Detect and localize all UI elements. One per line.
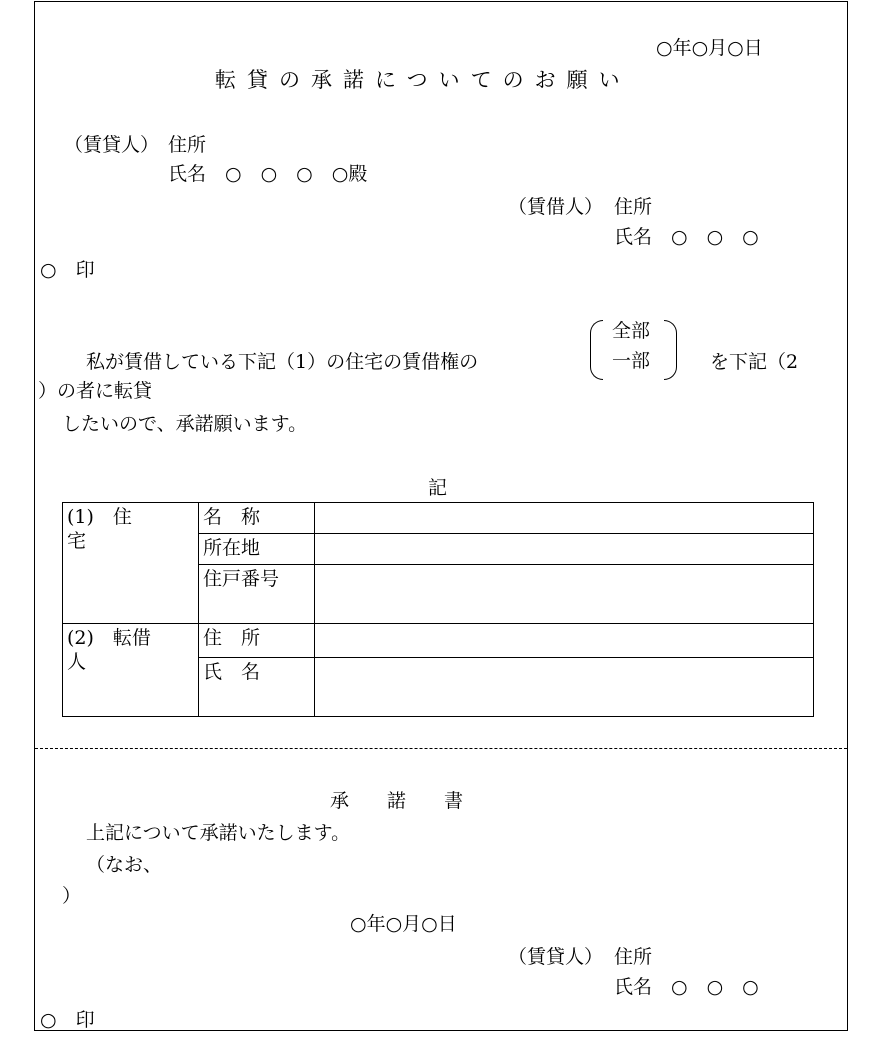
cut-line	[35, 748, 847, 749]
consent-role: （賃貸人）	[508, 946, 604, 968]
request-date: ○年○月○日	[656, 37, 763, 59]
house-name-value	[315, 503, 814, 534]
house-unit-value	[315, 565, 814, 624]
sublessee-name-label: 氏 名	[199, 658, 315, 717]
lessee-address-label: 住所	[614, 196, 653, 218]
house-label: (1) 住 宅	[63, 503, 199, 624]
record-heading: 記	[428, 477, 448, 499]
bracket-right	[664, 320, 677, 380]
body-text-line3: したいので、承諾願います。	[62, 413, 308, 435]
house-location-value	[315, 534, 814, 565]
lessor-name-line: 氏名 ○ ○ ○ ○殿	[168, 163, 368, 185]
table-row	[63, 503, 814, 534]
lessor-role: （賃貸人）	[64, 134, 160, 156]
consent-seal: ○ 印	[40, 1009, 95, 1031]
house-name-label: 名 称	[203, 506, 261, 528]
sublessee-name-value	[315, 658, 814, 717]
consent-line1: 上記について承諾いたします。	[86, 822, 351, 844]
sublessee-label: (2) 転借 人	[63, 624, 199, 717]
consent-date: ○年○月○日	[350, 913, 457, 935]
house-unit-label: 住戸番号	[199, 565, 315, 624]
lessee-role: （賃借人）	[508, 196, 604, 218]
house-row-label	[199, 503, 315, 534]
table-row	[63, 624, 814, 658]
option-part: 一部	[612, 350, 651, 372]
option-all: 全部	[612, 320, 651, 342]
lessor-address-label: 住所	[168, 134, 207, 156]
consent-address-label: 住所	[614, 946, 653, 968]
sublessee-address-value	[315, 624, 814, 658]
sublessee-address-label: 住 所	[199, 624, 315, 658]
lessee-name-line: 氏名 ○ ○ ○	[614, 226, 759, 248]
body-text-line2: ）の者に転貸	[38, 380, 153, 402]
bracket-left	[590, 320, 603, 380]
consent-title: 承 諾 書	[330, 790, 464, 812]
body-text-after: を下記（2	[710, 351, 799, 373]
consent-line2: （なお、	[86, 854, 163, 876]
consent-line3: ）	[62, 885, 82, 907]
consent-name-line: 氏名 ○ ○ ○	[614, 976, 759, 998]
record-table	[62, 502, 814, 717]
lessee-seal: ○ 印	[40, 259, 95, 281]
house-location-label: 所在地	[199, 534, 315, 565]
body-text-before: 私が賃借している下記（1）の住宅の賃借権の	[86, 351, 479, 373]
request-title: 転貸の承諾についてのお願い	[215, 68, 631, 92]
